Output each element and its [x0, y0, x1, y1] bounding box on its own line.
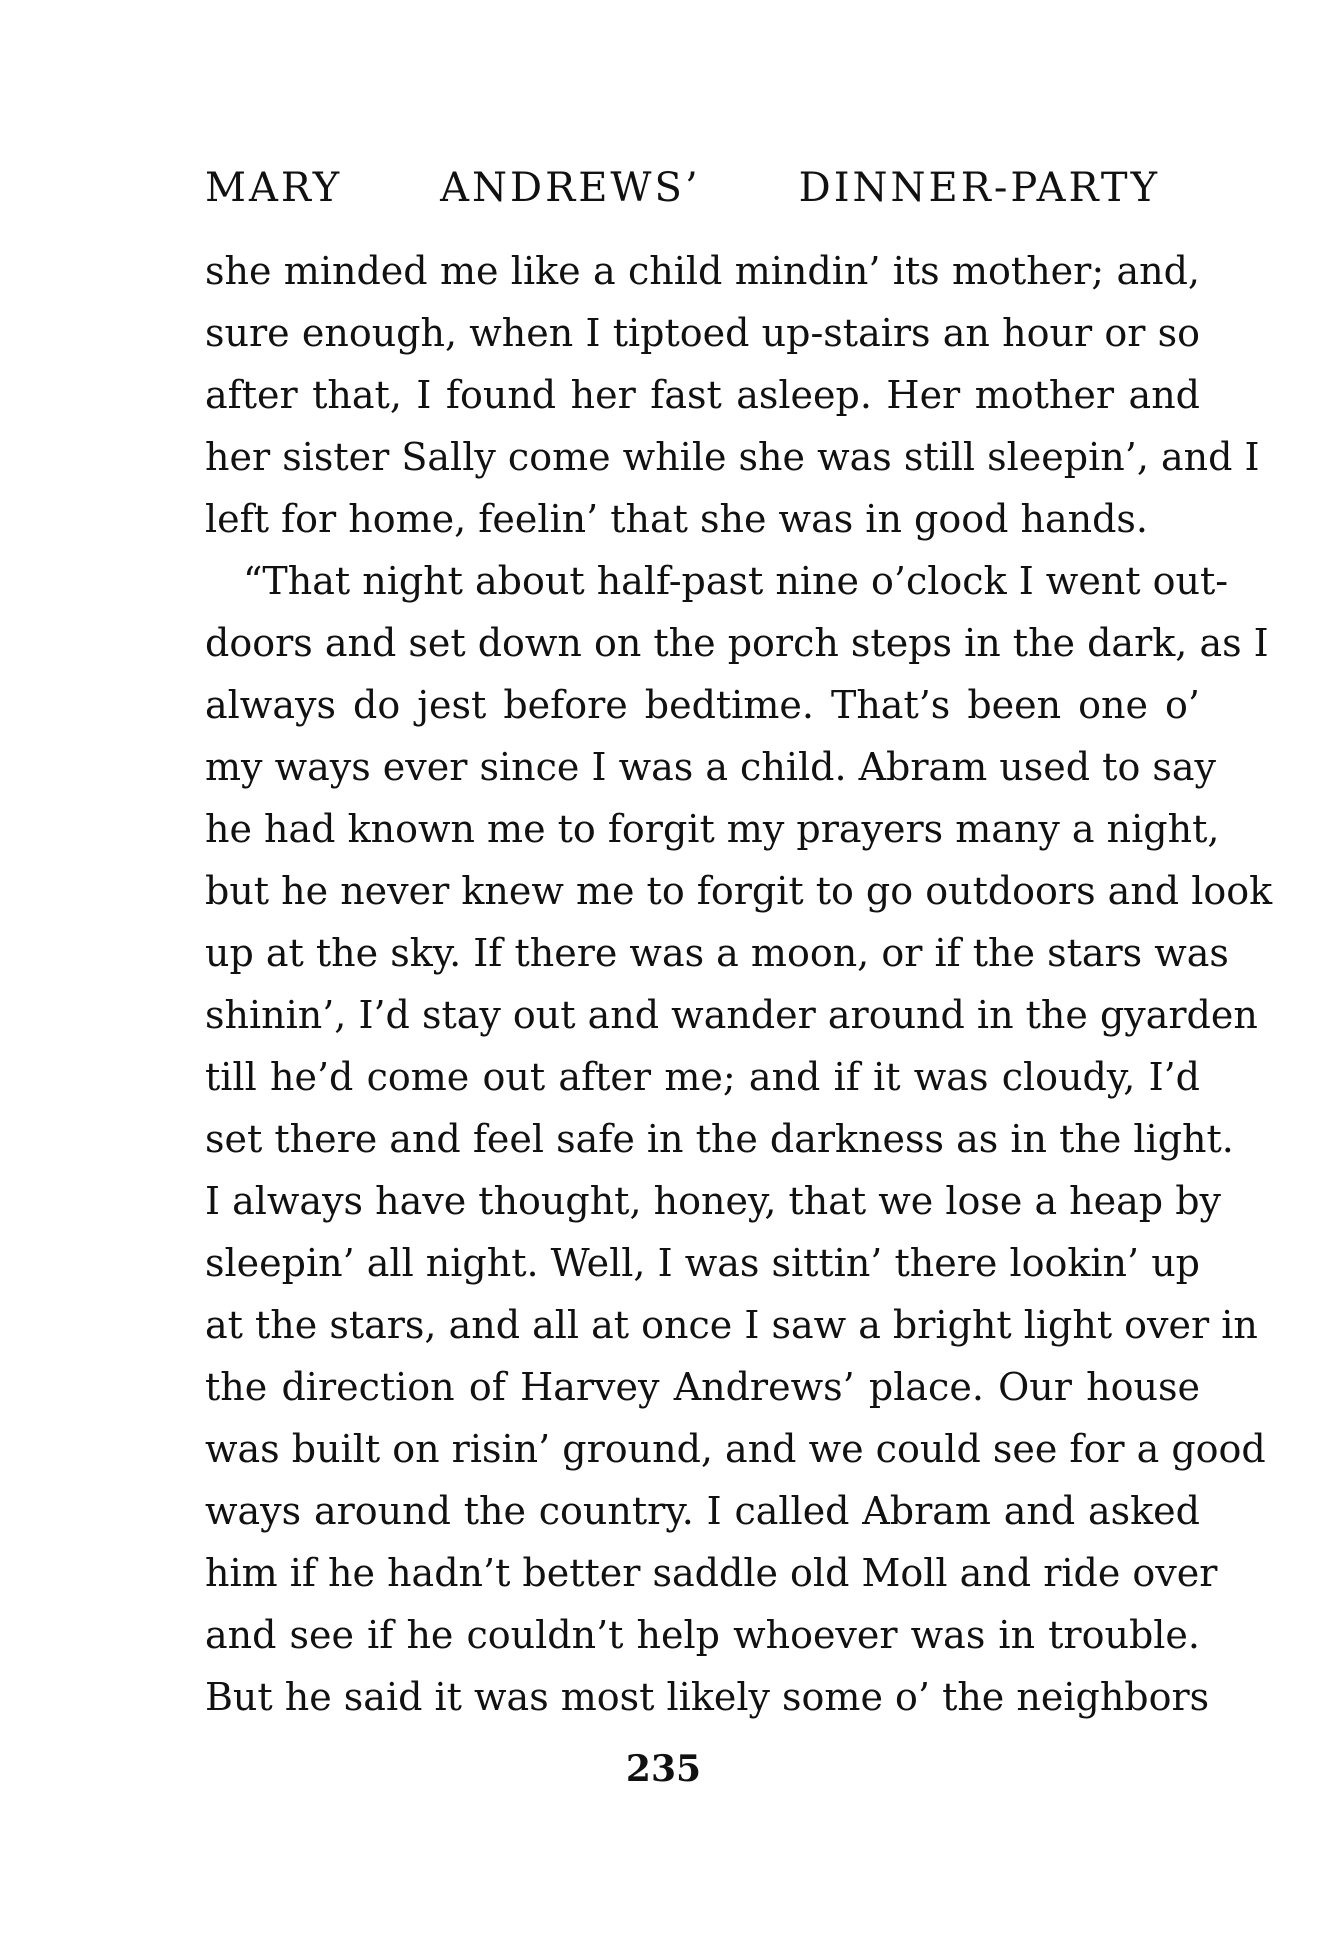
text-line: him if he hadn’t better saddle old Moll and ride over	[205, 1551, 1218, 1595]
text-line: after that, I found her fast asleep. Her mother and	[205, 373, 1200, 417]
text-line: was built on risin’ ground, and we could see for a good	[205, 1427, 1266, 1471]
paragraph	[205, 240, 1260, 550]
page-number: 235	[625, 1748, 702, 1790]
text-line: at the stars, and all at once I saw a bright light over in	[205, 1303, 1258, 1347]
text-line: shinin’, I’d stay out and wander around in the gyarden	[205, 993, 1258, 1037]
running-head: MARY ANDREWS’ DINNER-PARTY	[205, 165, 1160, 211]
text-line: her sister Sally come while she was still sleepin’, and I	[205, 435, 1260, 479]
text-line: doors and set down on the porch steps in the dark, as I	[205, 621, 1269, 665]
text-line: but he never knew me to forgit to go outdoors and look	[205, 869, 1273, 913]
text-line: up at the sky. If there was a moon, or if the stars was	[205, 931, 1229, 975]
text-line: left for home, feelin’ that she was in good hands.	[205, 497, 1149, 541]
text-line: sure enough, when I tiptoed up-stairs an hour or so	[205, 311, 1200, 355]
text-line: ways around the country. I called Abram and asked	[205, 1489, 1200, 1533]
text-line: sleepin’ all night. Well, I was sittin’ there lookin’ up	[205, 1241, 1200, 1285]
text-line: But he said it was most likely some o’ the neighbors	[205, 1675, 1210, 1719]
text-line: “That night about half-past nine o’clock I went out-	[243, 559, 1229, 603]
text-line: my ways ever since I was a child. Abram used to say	[205, 745, 1217, 789]
text-line: the direction of Harvey Andrews’ place. Our house	[205, 1365, 1200, 1409]
text-line: she minded me like a child mindin’ its mother; and,	[205, 249, 1200, 293]
text-line: set there and feel safe in the darkness as in the light.	[205, 1117, 1234, 1161]
text-line: till he’d come out after me; and if it was cloudy, I’d	[205, 1055, 1200, 1099]
text-line: always do jest before bedtime. That’s been one o’	[205, 683, 1200, 727]
body-text	[205, 240, 1273, 1728]
text-line: and see if he couldn’t help whoever was in trouble.	[205, 1613, 1200, 1657]
text-line: he had known me to forgit my prayers many a night,	[205, 807, 1220, 851]
text-line: I always have thought, honey, that we lose a heap by	[205, 1179, 1221, 1223]
paragraph	[205, 550, 1273, 1728]
